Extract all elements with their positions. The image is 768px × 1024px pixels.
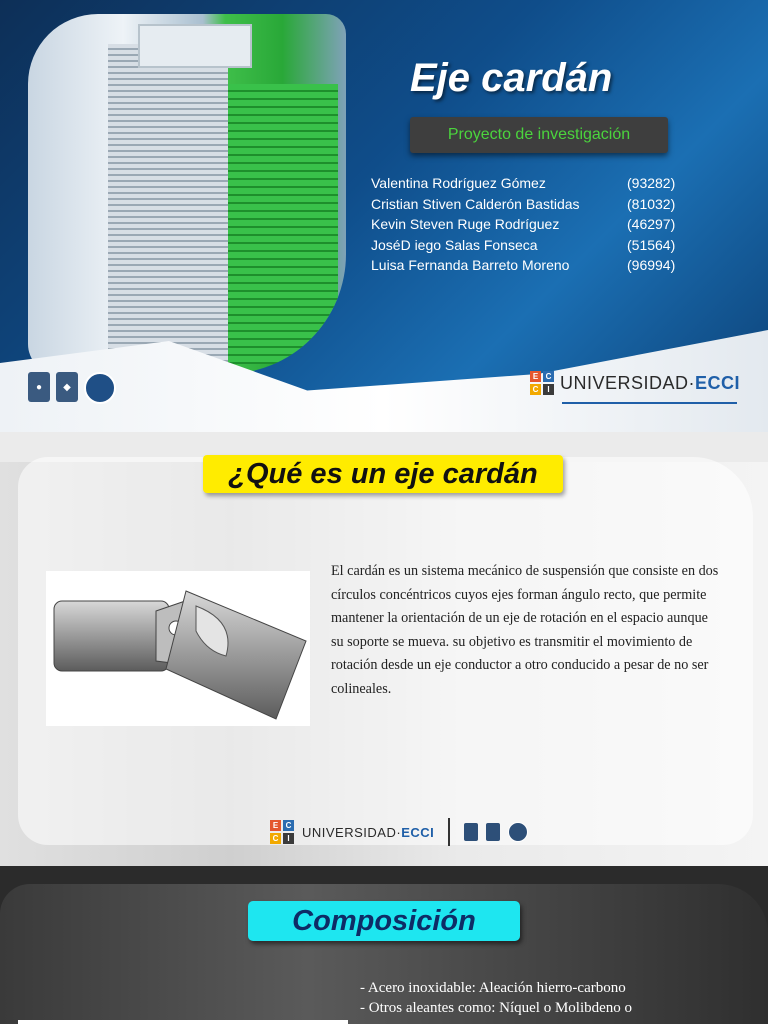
composition-slide [0, 866, 768, 1024]
slide-title: Composición [292, 904, 476, 937]
list-item: - Acero inoxidable: Aleación hierro-carbono [360, 980, 626, 996]
certification-badge-icon: ● [28, 372, 50, 402]
author-row: Cristian Stiven Calderón Bastidas (81032) [371, 195, 676, 212]
certification-badges [28, 372, 116, 404]
author-row: Valentina Rodríguez Gómez (93282) [371, 175, 676, 191]
certification-badge-icon [464, 823, 478, 841]
definition-text: El cardán es un sistema mecánico de suspensión que consiste en dos círculos concéntricos cuyos ejes forman ángulo recto, que permite mantener la orientación de un eje de rotación en el espacio aunque su soporte se mueva. su objetivo es transmitir el movimiento de rotación desde un eje conductor a otro conducido a pesar de no ser colineales. [331, 563, 719, 697]
divider [448, 818, 450, 846]
building-photo [28, 14, 346, 374]
author-row: JoséD iego Salas Fonseca (51564) [371, 236, 676, 253]
certification-badge-icon: ◆ [56, 372, 78, 402]
slide-title: Eje cardán [410, 56, 613, 100]
subtitle-box [410, 117, 668, 153]
author-row: Luisa Fernanda Barreto Moreno (96994) [371, 257, 676, 273]
definition-slide [0, 432, 768, 866]
logo-underline [562, 402, 737, 404]
certification-badge-icon [486, 823, 500, 841]
subtitle: Proyecto de investigación [447, 126, 631, 143]
author-row: Kevin Steven Ruge Rodríguez (46297) [371, 216, 676, 232]
title-box [203, 455, 563, 493]
list-item: - Otros aleantes como: Níquel o Molibdeno o [360, 1000, 633, 1016]
ecci-mark-icon: E C C I [270, 820, 294, 844]
footer-logos: E C C I UNIVERSIDAD·ECCI [270, 818, 528, 846]
author-list [371, 175, 691, 278]
certification-badge-icon [508, 822, 528, 842]
certification-badge-icon [84, 372, 116, 404]
title-slide [0, 0, 768, 432]
image-placeholder [18, 1020, 348, 1024]
universal-joint-illustration [46, 571, 310, 726]
title-box [248, 901, 520, 941]
ecci-mark-icon: E C C I [530, 371, 554, 395]
university-logo: E C C I UNIVERSIDAD·ECCI [530, 371, 740, 395]
slide-title: ¿Qué es un eje cardán [228, 457, 538, 490]
composition-list [360, 978, 723, 1018]
